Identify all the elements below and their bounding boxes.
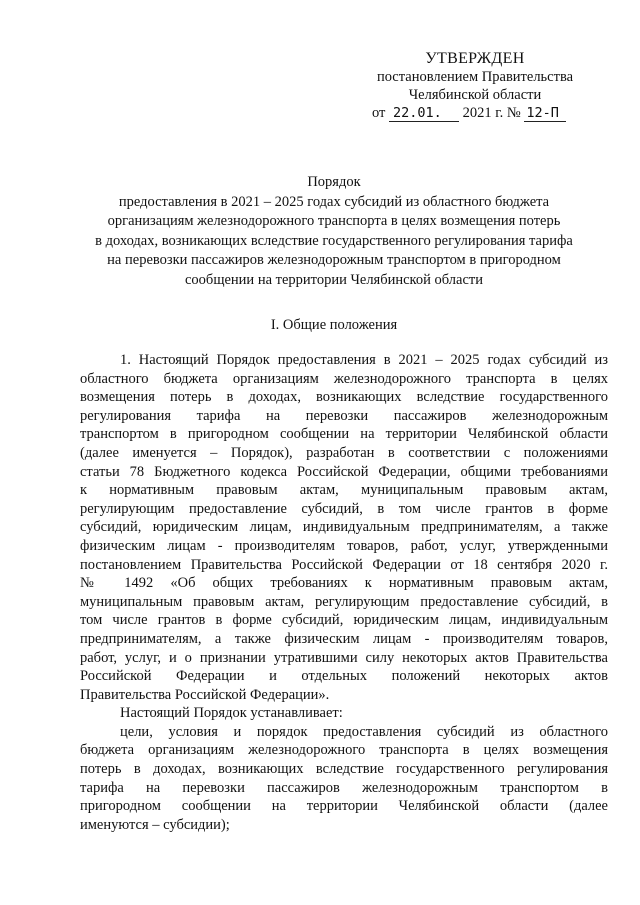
document-title-block xyxy=(60,173,608,290)
body-line: (далее именуется – Порядок), разработан в соответствии с положениями xyxy=(80,444,608,461)
body-text xyxy=(80,351,608,834)
body-line: предпринимателям, а также физическим лицам - производителям товаров, xyxy=(80,630,608,647)
body-line: Настоящий Порядок устанавливает: xyxy=(120,705,343,722)
approval-line-2: Челябинской области xyxy=(408,87,542,103)
body-line: работ, услуг, и о признании утратившими силу некоторых актов Правительства xyxy=(80,649,608,666)
body-line: пригородном сообщении на территории Челябинской области (далее xyxy=(80,798,608,815)
body-line: постановлением Правительства Российской Федерации от 18 сентября 2020 г. xyxy=(80,556,608,573)
approval-number-value: 12-П xyxy=(524,106,566,122)
approval-date-row xyxy=(360,104,590,122)
body-line: регулирования тарифа на перевозки пассажиров железнодорожным xyxy=(80,407,608,424)
body-line: областного бюджета организациям железнодорожного транспорта в целях xyxy=(80,370,608,387)
body-line: Российской Федерации и отдельных положений некоторых актов xyxy=(80,668,608,685)
body-line: статьи 78 Бюджетного кодекса Российской Федерации, общими требованиями xyxy=(80,463,608,480)
body-line: транспортом в пригородном сообщении на территории Челябинской области xyxy=(80,426,608,443)
document-title-line: на перевозки пассажиров железнодорожным транспортом в пригородном xyxy=(107,252,561,268)
body-line: Правительства Российской Федерации». xyxy=(80,686,330,703)
body-line: № 1492 «Об общих требованиях к нормативным правовым актам, xyxy=(80,575,608,592)
section-heading: I. Общие положения xyxy=(270,317,398,333)
body-line: к нормативным правовым актам, муниципальным правовым актам, xyxy=(80,482,608,499)
document-title-heading: Порядок xyxy=(307,174,361,190)
approval-line-1: постановлением Правительства xyxy=(376,69,574,85)
body-line: тарифа на перевозки пассажиров железнодорожным транспортом в xyxy=(80,779,608,796)
body-line: том числе грантов в форме субсидий, юридическим лицам, индивидуальным xyxy=(80,612,608,629)
body-line: именуются – субсидии); xyxy=(80,816,230,833)
approval-stamp-label: УТВЕРЖДЕН xyxy=(425,50,525,67)
body-line: 1. Настоящий Порядок предоставления в 2021 – 2025 годах субсидий из xyxy=(120,352,608,368)
approval-from-label: от xyxy=(372,105,386,121)
document-title-line: организациям железнодорожного транспорта в целях возмещения потерь xyxy=(107,213,561,229)
document-title-line: в доходах, возникающих вследствие государственного регулирования тарифа xyxy=(95,232,573,249)
body-line: муниципальным правовым актам, регулирующим предоставление субсидий, в xyxy=(80,593,608,610)
document-title-line: сообщении на территории Челябинской области xyxy=(185,271,483,288)
approval-year-text: 2021 г. № xyxy=(462,105,521,121)
body-line: регулирующим предоставление субсидий, в том числе грантов в форме xyxy=(80,500,608,517)
document-title-line: предоставления в 2021 – 2025 годах субсидий из областного бюджета xyxy=(118,193,550,210)
body-line: возмещения потерь в доходах, возникающих вследствие государственного xyxy=(80,389,608,406)
body-line: субсидий, юридическим лицам, индивидуальным предпринимателям, а также xyxy=(80,519,608,536)
body-line: физическим лицам - производителям товаров, работ, услуг, утвержденными xyxy=(80,537,608,554)
body-line: бюджета организациям железнодорожного транспорта в целях возмещения xyxy=(80,742,608,759)
body-line: потерь в доходах, возникающих вследствие государственного регулирования xyxy=(80,761,608,778)
body-line: цели, условия и порядок предоставления субсидий из областного xyxy=(120,723,608,740)
approval-stamp-block xyxy=(360,50,590,122)
approval-date-value: 22.01. xyxy=(389,106,459,122)
